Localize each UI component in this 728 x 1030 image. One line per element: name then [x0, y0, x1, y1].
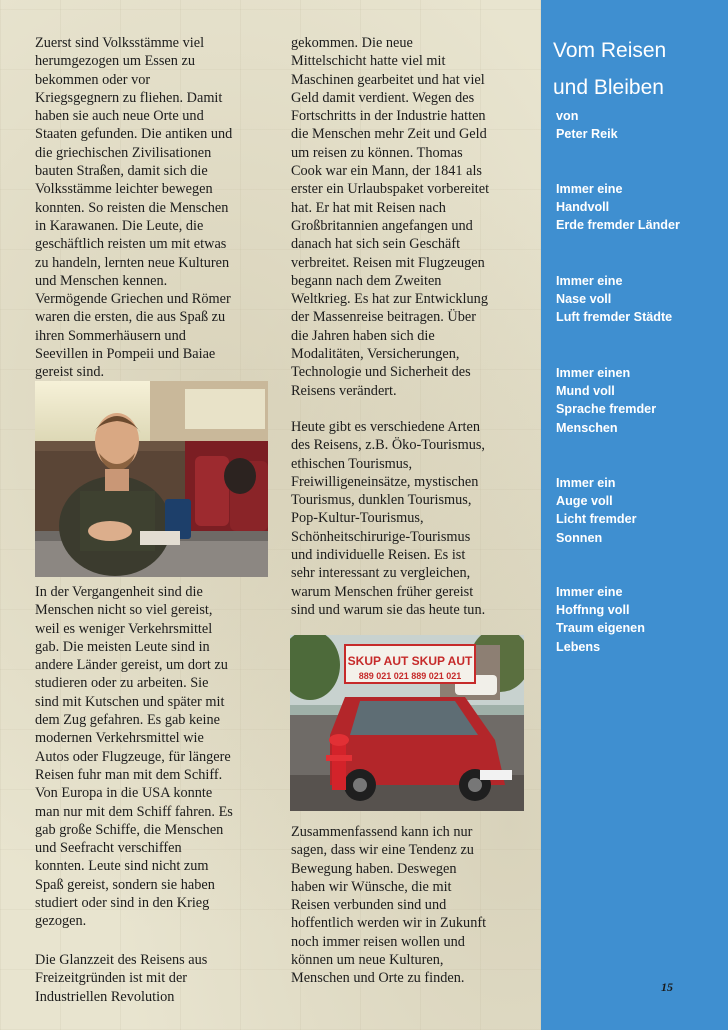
- poem-stanza-5: Immer eine Hoffnng voll Traum eigenen Lebens: [556, 585, 645, 654]
- poem-author: von Peter Reik: [556, 109, 618, 142]
- column-1-intro: [35, 34, 275, 382]
- photo-train-passenger: [35, 381, 268, 577]
- page-number: 15: [661, 980, 673, 994]
- column-2-today: [291, 418, 531, 619]
- paragraph-industrial-revolution: gekommen. Die neue Mittelschicht hatte viel mit Maschinen gearbeitet und hat viel Geld damit verdient. Wegen des Fortschritts in der Industrie hatten die Menschen mehr Zeit und Geld um reisen zu können. Thomas Cook war ein Mann, der 1841 als erster ein Urlaubspaket vorbereitet hat. Er hat mit Reisen nach Großbritannien angefangen und danach hat sich sein Geschäft verbreitet. Reisen mit Flugzeugen begann nach dem Zweiten Weltkrieg. Es hat zur Entwicklung der Massenreise beitragen. Über die Jahren haben sich die Modalitäten, Versicherungen, Technologie und Sicherheit des Reisens verändert.: [291, 35, 490, 399]
- column-1-golden-age: [35, 951, 275, 1006]
- poem-title: Vom Reisen und Bleiben: [553, 39, 667, 99]
- column-2-conclusion: [291, 823, 531, 988]
- photo-red-car: [290, 635, 524, 811]
- poem-stanza-4: Immer ein Auge voll Licht fremder Sonnen: [556, 476, 637, 545]
- paragraph-history-early: Zuerst sind Volksstämme viel herumgezogen um Essen zu bekommen oder vor Kriegsgegnern zu fliehen. Damit haben sie auch neue Orte und Staaten gefunden. Die antiken und die griechischen Zivilisationen bauten Straßen, damit sich die Volksstämme leichter bewegen konnten. So reisten die Menschen in Karawanen. Die Leute, die geschäftlich reisten um mit etwas zu handeln, lernten neue Kulturen und Menschen kennen. Vermögende Griechen und Römer waren die ersten, die aus Spaß zu ihren Sommerhäusern und Seevillen in Pompeii und Baiae gereist sind.: [35, 35, 233, 381]
- poem-stanza-2: Immer eine Nase voll Luft fremder Städte: [556, 274, 673, 325]
- car-sign-phone: 889 021 021 889 021 021: [358, 671, 462, 681]
- car-sign-headline: SKUP AUT SKUP AUT: [347, 654, 473, 668]
- paragraph-tourism-types: Heute gibt es verschiedene Arten des Reisens, z.B. Öko-Tourismus, ethischen Tourismus, Freiwilligeneinsätze, mystischen Tourismus, dunklen Tourismus, Pop-Kultur-Tourismus, Schönheitschirurige-Tourismus und individuelle Reisen. Es ist sehr interessant zu vergleichen, warum Menschen früher gereist sind und warum sie das heute tun.: [291, 419, 486, 618]
- paragraph-conclusion: Zusammenfassend kann ich nur sagen, dass wir eine Tendenz zu Bewegung haben. Deswegen haben wir Wünsche, die mit Reisen verbunden sind und hoffentlich werden wir in Zukunft noch immer reisen wollen und können um neue Kulturen, Menschen und Orte zu finden.: [291, 824, 487, 987]
- poem-stanza-1: Immer eine Handvoll Erde fremder Länder: [556, 182, 680, 233]
- column-2-history: [291, 34, 531, 400]
- column-1-past: [35, 583, 275, 931]
- paragraph-past-travel: In der Vergangenheit sind die Menschen nicht so viel gereist, weil es weniger Verkehrsmittel gab. Die meisten Leute sind in andere Länder gereist, um dort zu studieren oder zu arbeiten. Sie sind mit Kutschen und später mit dem Zug gefahren. Es gab keine modernen Verkehrsmittel wie Autos oder Flugzeuge, für längere Reisen fuhr man mit dem Schiff. Von Europa in die USA konnte man nur mit dem Schiff fahren. Es gab große Schiffe, die Menschen und Seefracht verschiffen konnten. Leute sind nicht zum Spaß gereist, sondern sie haben studiert oder sind in den Krieg gezogen.: [35, 584, 233, 930]
- poem-stanza-3: Immer einen Mund voll Sprache fremder Menschen: [556, 366, 657, 435]
- paragraph-golden-age: Die Glanzzeit des Reisens aus Freizeitgründen ist mit der Industriellen Revolution: [35, 952, 208, 1005]
